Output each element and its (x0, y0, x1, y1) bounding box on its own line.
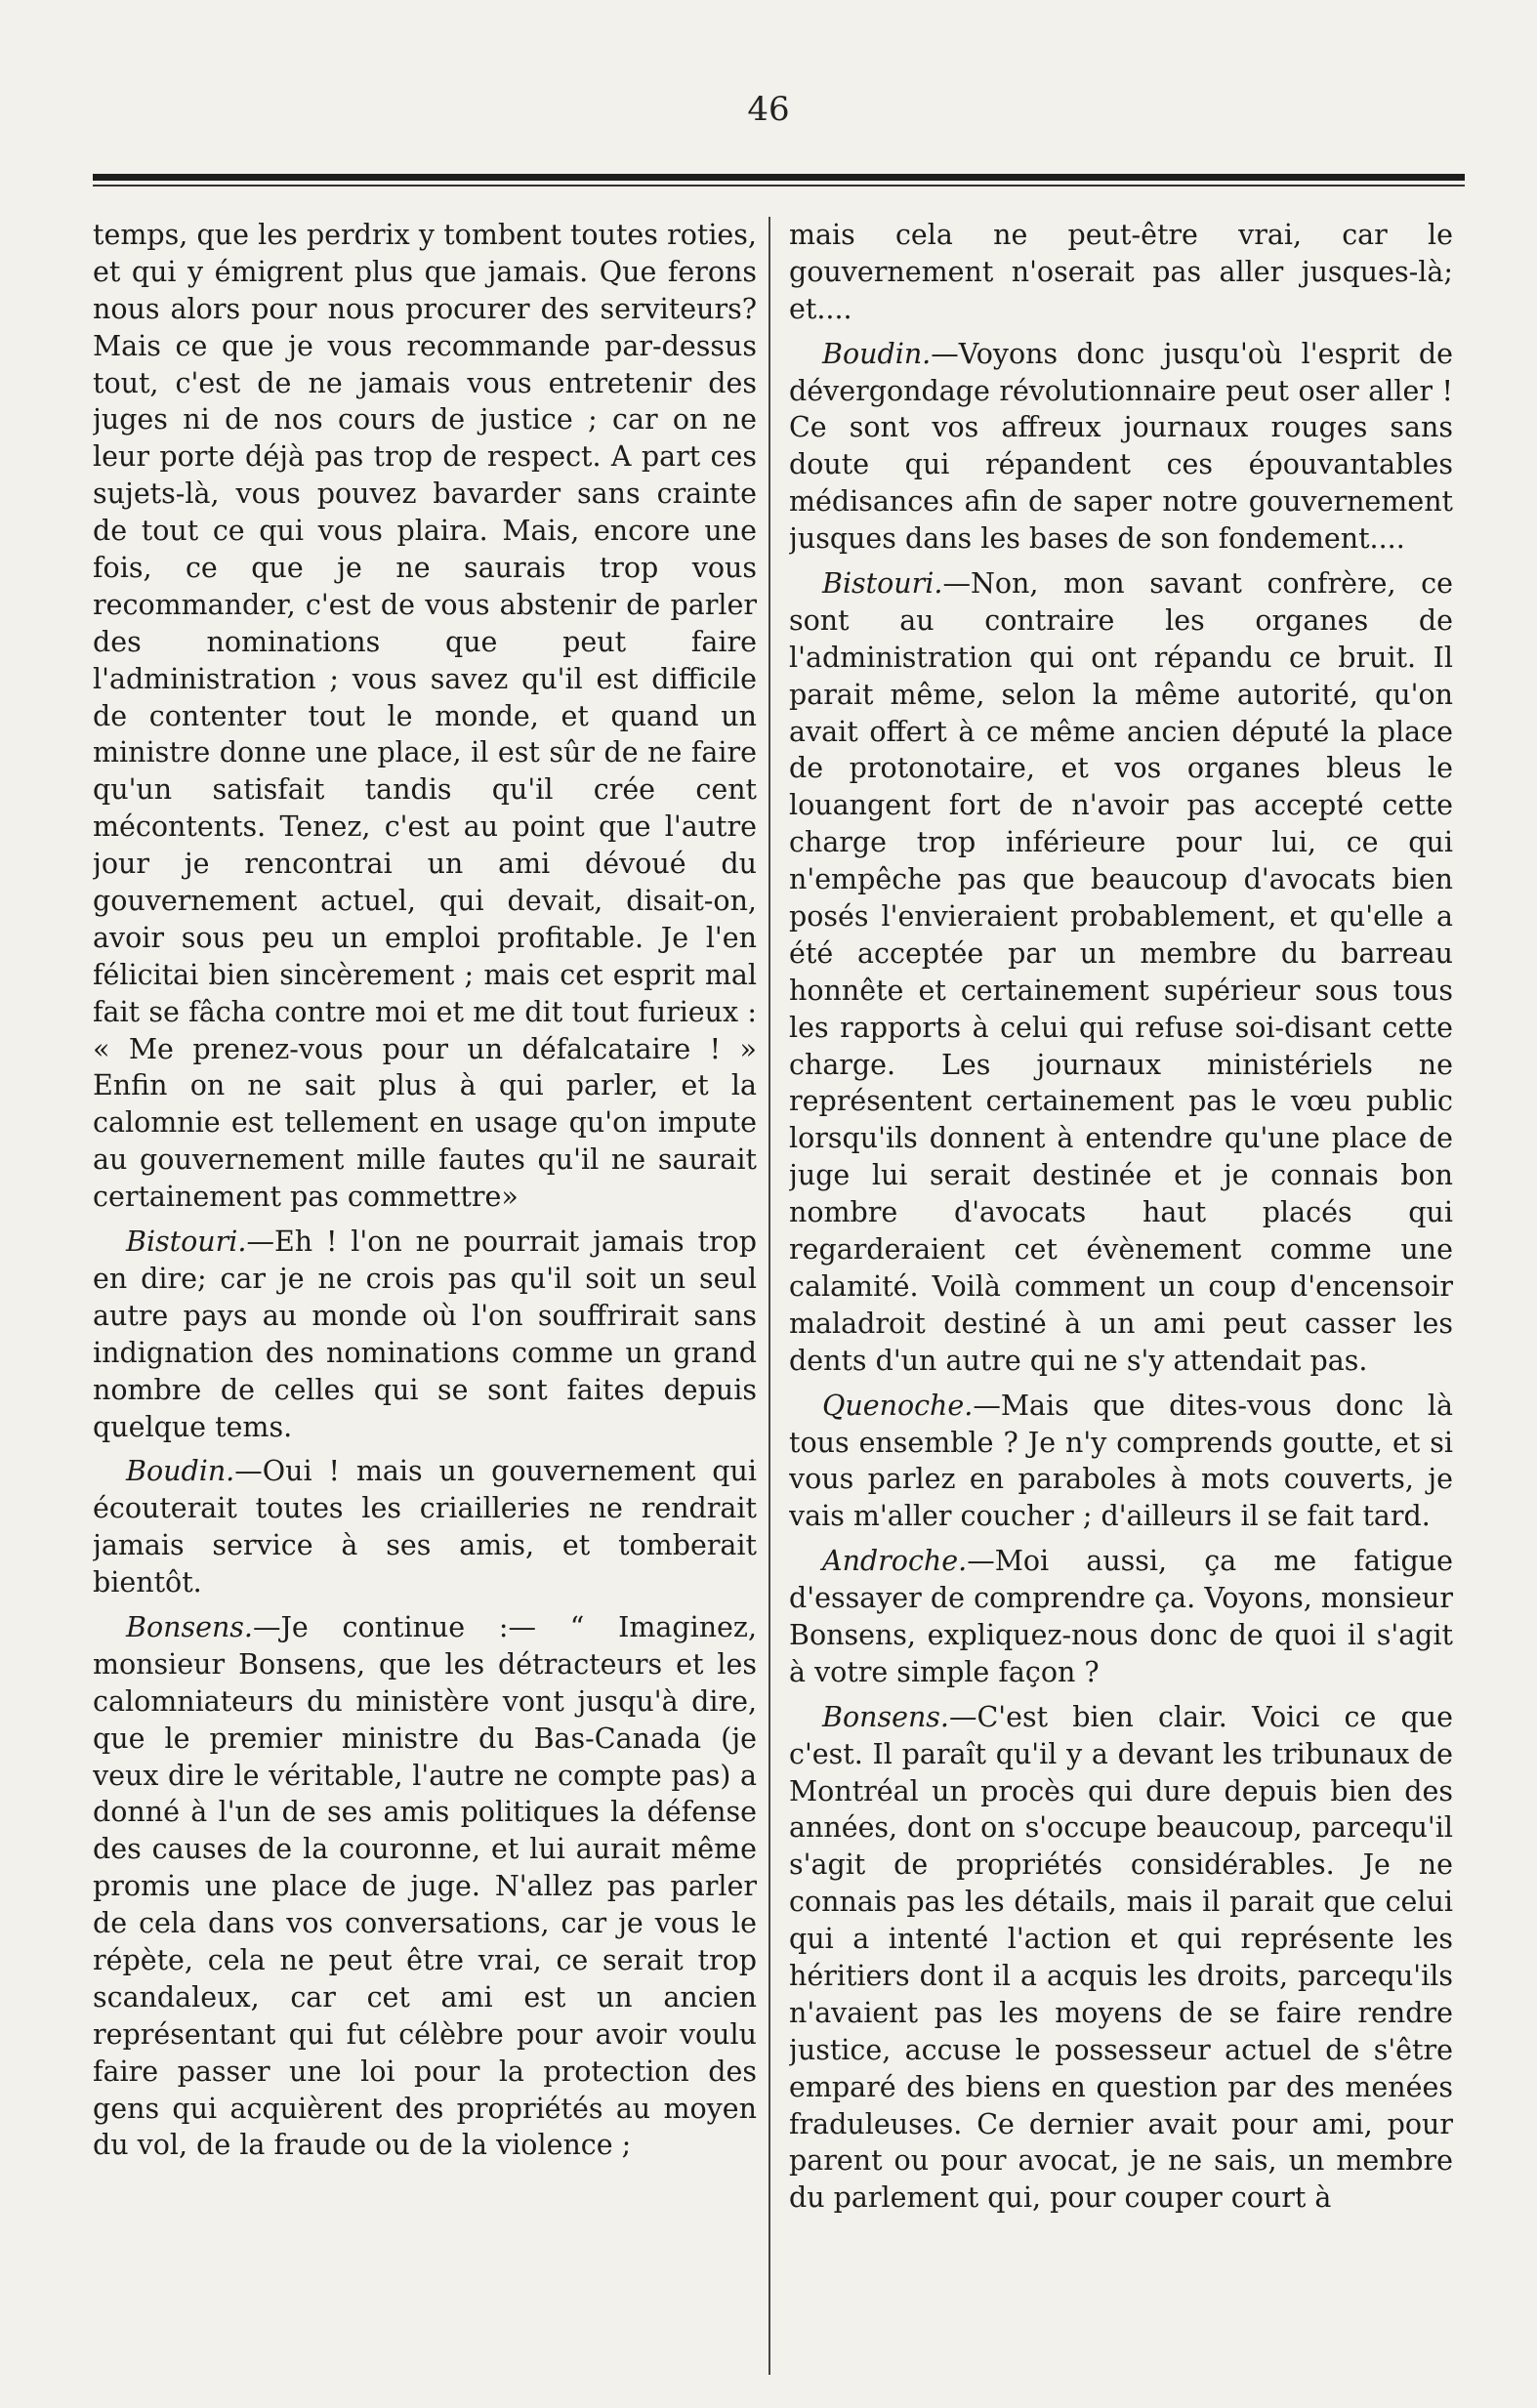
paragraph (789, 1543, 1453, 1691)
speaker-name: Bonsens. (126, 1610, 253, 1643)
speaker-name: Boudin. (822, 337, 932, 370)
speaker-name: Androche. (822, 1545, 968, 1578)
column-divider (768, 217, 770, 2375)
header-rule (93, 174, 1465, 181)
speaker-name: Bonsens. (822, 1700, 949, 1733)
paragraph-text: —Voyons donc jusqu'où l'esprit de dévergondage révolutionnaire peut oser aller ! Ce sont vos affreux journaux rouges sans doute qui répandent ces épouvantables médisances afin de saper notre gouvernement jusques dans les bases de son fondement.... (789, 337, 1453, 556)
right-column (789, 217, 1453, 2375)
paragraph-text: —Mais que dites-vous donc là tous ensemble ? Je n'y comprends goutte, et si vous parlez en paraboles à mots couverts, je vais m'aller coucher ; d'ailleurs il se fait tard. (789, 1389, 1453, 1533)
paragraph-text: —Oui ! mais un gouvernement qui écouterait toutes les criailleries ne rendrait jamais service à ses amis, et tomberait bientôt. (93, 1455, 757, 1599)
paragraph-text: temps, que les perdrix y tombent toutes roties, et qui y émigrent plus que jamais. Que ferons nous alors pour nous procurer des serviteurs? Mais ce que je vous recommande par-dessus tout, c'est de ne jamais vous entretenir des juges ni de nos cours de justice ; car on ne leur porte déjà pas trop de respect. A part ces sujets-là, vous pouvez bavarder sans crainte de tout ce qui vous plaira. Mais, encore une fois, ce que je ne saurais trop vous recommander, c'est de vous abstenir de parler des nominations que peut faire l'administration ; vous savez qu'il est difficile de contenter tout le monde, et quand un ministre donne une place, il est sûr de ne faire qu'un satisfait tandis qu'il crée cent mécontents. Tenez, c'est au point que l'autre jour je rencontrai un ami dévoué du gouvernement actuel, qui devait, disait-on, avoir sous peu un emploi profitable. Je l'en félicitai bien sincèrement ; mais cet esprit mal fait se fâcha contre moi et me dit tout furieux : « Me prenez-vous pour un défalcataire ! » Enfin on ne sait plus à qui parler, et la calomnie est tellement en usage qu'on impute au gouvernement mille fautes qu'il ne saurait certainement pas commettre» (93, 219, 757, 1214)
paragraph (789, 565, 1453, 1380)
paragraph (789, 336, 1453, 558)
paragraph-text: —Eh ! l'on ne pourrait jamais trop en dire; car je ne crois pas qu'il soit un seul autre pays au monde où l'on souffrirait sans indignation des nominations comme un grand nombre de celles qui se sont faites depuis quelque tems. (93, 1225, 757, 1443)
speaker-name: Quenoche. (822, 1389, 974, 1422)
paragraph (93, 1224, 757, 1445)
paragraph (789, 1388, 1453, 1536)
paragraph (789, 217, 1453, 328)
speaker-name: Bistouri. (126, 1225, 247, 1259)
speaker-name: Boudin. (126, 1455, 235, 1488)
paragraph (93, 1609, 757, 2164)
paragraph-text: —Non, mon savant confrère, ce sont au contraire les organes de l'administration qui ont répandu ce bruit. Il parait même, selon la même autorité, qu'on avait offert à ce même ancien député la place de protonotaire, et vos organes bleus le louangent fort de n'avoir pas accepté cette charge trop inférieure pour lui, ce qui n'empêche pas que beaucoup d'avocats bien posés l'envieraient probablement, et qu'elle a été acceptée par un membre du barreau honnête et certainement supérieur sous tous les rapports à celui qui refuse soi-disant cette charge. Les journaux ministériels ne représentent certainement pas le vœu public lorsqu'ils donnent à entendre qu'une place de juge lui serait destinée et je connais bon nombre d'avocats haut placés qui regarderaient cet évènement comme une calamité. Voilà comment un coup d'encensoir maladroit destiné à un ami peut casser les dents d'un autre qui ne s'y attendait pas. (789, 567, 1453, 1377)
paragraph-text: —Je continue :— “ Imaginez, monsieur Bonsens, que les détracteurs et les calomniateurs du ministère vont jusqu'à dire, que le premier ministre du Bas-Canada (je veux dire le véritable, l'autre ne compte pas) a donné à l'un de ses amis politiques la défense des causes de la couronne, et lui aurait même promis une place de juge. N'allez pas parler de cela dans vos conversations, car je vous le répète, cela ne peut être vrai, ce serait trop scandaleux, car cet ami est un ancien représentant qui fut célèbre pour avoir voulu faire passer une loi pour la protection des gens qui acquièrent des propriétés au moyen du vol, de la fraude ou de la violence ; (93, 1610, 757, 2162)
paragraph (789, 1699, 1453, 2217)
speaker-name: Bistouri. (822, 567, 943, 601)
page-number: 46 (747, 90, 790, 129)
paragraph-text: —C'est bien clair. Voici ce que c'est. Il paraît qu'il y a devant les tribunaux de Montréal un procès qui dure depuis bien des années, dont on s'occupe beaucoup, parcequ'il s'agit de propriétés considérables. Je ne connais pas les détails, mais il parait que celui qui a intenté l'action et qui représente les héritiers dont il a acquis les droits, parcequ'ils n'avaient pas les moyens de se faire rendre justice, accuse le possesseur actuel de s'être emparé des biens en question par des menées fraduleuses. Ce dernier avait pour ami, pour parent ou pour avocat, je ne sais, un membre du parlement qui, pour couper court à (789, 1700, 1453, 2215)
header-rule-thin (93, 185, 1465, 187)
paragraph (93, 1453, 757, 1601)
paragraph (93, 217, 757, 1216)
paragraph-text: mais cela ne peut-être vrai, car le gouvernement n'oserait pas aller jusques-là; et.... (789, 219, 1453, 325)
paragraph-text: —Moi aussi, ça me fatigue d'essayer de comprendre ça. Voyons, monsieur Bonsens, expliquez-nous donc de quoi il s'agit à votre simple façon ? (789, 1545, 1453, 1688)
left-column (93, 217, 757, 2375)
